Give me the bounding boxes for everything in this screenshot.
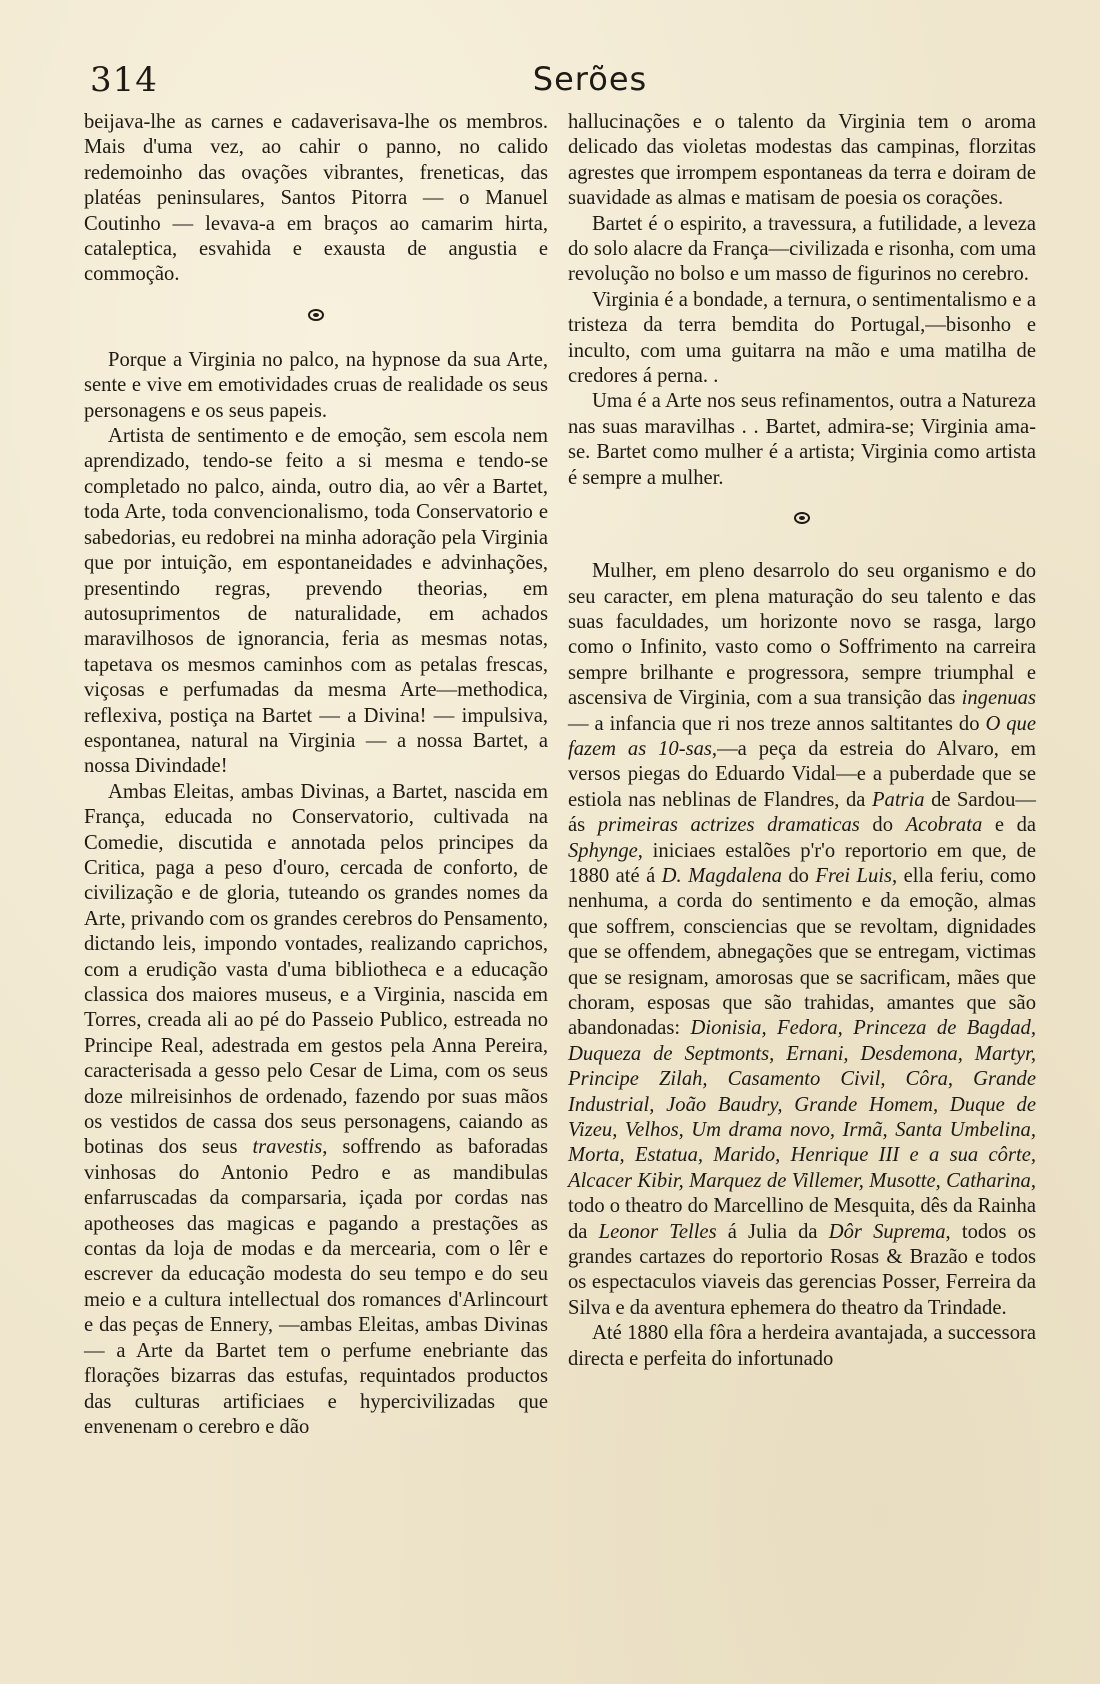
emphasis: Acobrata [905,814,983,837]
emphasis: Dionisia, Fedora, Princeza de Bagdad, Duqueza de Septmonts, Ernani, Desdemona, Martyr, Principe Zilah, Casamento Civil, Côra, Grande Industrial, João Baudry, Grande Homem, Duque de Vizeu, Velhos, Um drama novo, Irmã, Santa Umbelina, Morta, Estatua, Marido, Henrique III e a sua côrte, Alcacer Kibir, Marquez de Villemer, Musotte, Catharina [568,1017,1037,1192]
paragraph: Porque a Virginia no palco, na hypnose da sua Arte, sente e vive em emotividades cruas de realidade os seus personagens e os seus papeis. [84,348,548,422]
emphasis: Sphynge [568,839,638,862]
paragraph: Virginia é a bondade, a ternura, o sentimentalismo e a tristeza da terra bemdita do Portugal,—bisonho e inculto, com uma guitarra na mão e uma matilha de credores á perna. . [568,288,1036,388]
left-column [84,110,548,1440]
emphasis: D. Magdalena [661,864,782,887]
text-run: e da [982,814,1037,837]
text-run: , todo o theatro do Marcellino de Mesquita, dês da Rainha da [568,1169,1036,1243]
paragraph: Uma é a Arte nos seus refinamentos, outra a Natureza nas suas maravilhas . . Bartet, admira-se; Virginia ama-se. Bartet como mulher é a artista; Virginia como artista é sempre a mulher. [568,390,1036,489]
text-run: de Sardou—ás [568,788,1036,837]
paragraph [568,559,1036,1321]
paragraph: beijava-lhe as carnes e cadaverisava-lhe os membros. Mais d'uma vez, ao cahir o panno, no calido redemoinho das ovações vibrantes, freneticas, das platéas peninsulares, Santos Pitorra — o Manuel Coutinho — levava-a em braços ao camarim hirta, cataleptica, esvahida e exausta de angustia e commoção. [84,111,548,286]
text-run: , iniciaes estalões p'r'o reportorio em que, de 1880 até á [568,839,1036,887]
text-run: do [859,814,906,837]
paragraph: hallucinações e o talento da Virginia tem o aroma delicado das violetas modestas das campinas, florzitas agrestes que irrompem espontaneas da terra e doiram de suavidade as almas e matisam de poesia os corações. [568,111,1036,210]
emphasis: Patria [871,788,925,811]
paragraph: Até 1880 ella fôra a herdeira avantajada, a successora directa e perfeita do infortunado [568,1322,1036,1370]
running-title: Serões [532,60,648,98]
page-header [90,60,1030,110]
text-run: á Julia da [716,1220,829,1243]
text-run: Mulher, em pleno desarrolo do seu organismo e do seu caracter, em plena maturação do seu talento e das suas faculdades, um horizonte novo se rasga, largo como o Infinito, vasto como o Soffrimento na carreira sempre brilhante e progressora, sempre triumphal e ascensiva de Virginia, com a sua transição das [568,560,1036,710]
paragraph [84,780,548,1441]
text-run: , ella feriu, como nenhuma, a corda do sentimento e da emoção, almas que soffrem, consciencias que se revoltam, dignidades que se offendem, abnegações que se entregam, victimas que se resignam, amorosas que se sacrificam, mães que choram, esposas que são trahidas, amantes que são abandonadas: [568,864,1037,1040]
emphasis: travestis [252,1136,323,1159]
text-run: Ambas Eleitas, ambas Divinas, a Bartet, nascida em França, educada no Conservatorio, cultivada na Comedie, discutida e annotada pelos principes da Critica, paga a peso d'ouro, cercada de conforto, de civilização e de gloria, tuteando os grandes nomes da Arte, privando com os grandes cerebros do Pensamento, dictando leis, impondo vontades, realizando caprichos, com a erudição vasta d'uma bibliotheca e a educação classica dos maiores museus, e a Virginia, nascida em Torres, creada ali ao pé do Passeio Publico, estreada no Principe Real, adestrada em gestos pela Anna Pereira, caracterisada a gesso pelo Cesar de Lima, com os seus doze milreisinhos de ordenado, fazendo por suas mãos os vestidos de cassa dos seus personagens, caiando as botinas dos seus [84,780,548,1159]
right-column [568,110,1036,1372]
page-number: 314 [90,60,158,100]
text-run: , soffrendo as baforadas vinhosas do Antonio Pedro e as mandibulas enfarruscadas da comparsaria, içada por cordas nas apotheoses das magicas e pagando a prestações as contas da loja de modas e da mercearia, com o lêr e escrever da educação modesta do seu tempo e do seu meio e a cultura intellectual dos romances d'Arlincourt e das peças de Ennery, —ambas Eleitas, ambas Divinas — a Arte da Bartet tem o perfume enebriante das florações bizarras das estufas, requintados productos das culturas artificiaes e hypercivilizadas que envenenam o cerebro e dão [84,1136,548,1438]
emphasis: Frei Luis [815,864,893,887]
text-run: do [781,864,816,887]
text-run: ,—a peça da estreia do Alvaro, em versos piegas do Eduardo Vidal—e a puberdade que se estiola nas neblinas de Flandres, da [568,737,1036,811]
text-run: — a infancia que ri nos treze annos saltitantes do [568,712,986,735]
paragraph: Bartet é o espirito, a travessura, a futilidade, a leveza do solo alacre da França—civilizada e risonha, com uma revolução no bolso e um masso de figurinos no cerebro. [568,212,1036,286]
emphasis: Dôr Suprema [828,1220,946,1243]
emphasis: Leonor Telles [598,1220,717,1243]
emphasis: O que fazem as 10-sas [568,712,1036,760]
section-ornament-icon [84,308,548,328]
emphasis: primeiras actrizes dramaticas [597,814,860,837]
emphasis: ingenuas [961,687,1036,710]
section-ornament-icon [568,511,1036,531]
text-run: , todos os grandes cartazes do reportorio Rosas & Brazão e todos os espectaculos viaveis das gerencias Posser, Ferreira da Silva e da aventura ephemera do theatro da Trindade. [568,1220,1036,1319]
paragraph: Artista de sentimento e de emoção, sem escola nem aprendizado, tendo-se feito a si mesma e tendo-se completado no palco, ainda, outro dia, ao vêr a Bartet, toda Arte, toda convencionalismo, toda Conservatorio e sabedorias, eu redobrei na minha adoração pela Virginia que por intuição, em espontaneidades e advinhações, presentindo regras, prevendo theorias, em autosuprimentos de naturalidade, em achados maravilhosos de ignorancia, feria as mesmas notas, tapetava os mesmos caminhos com as petalas frescas, viçosas e perfumadas da mesma Arte—methodica, reflexiva, postiça na Bartet — a Divina! — impulsiva, espontanea, natural na Virginia — a nossa Bartet, a nossa Divindade! [84,425,548,778]
